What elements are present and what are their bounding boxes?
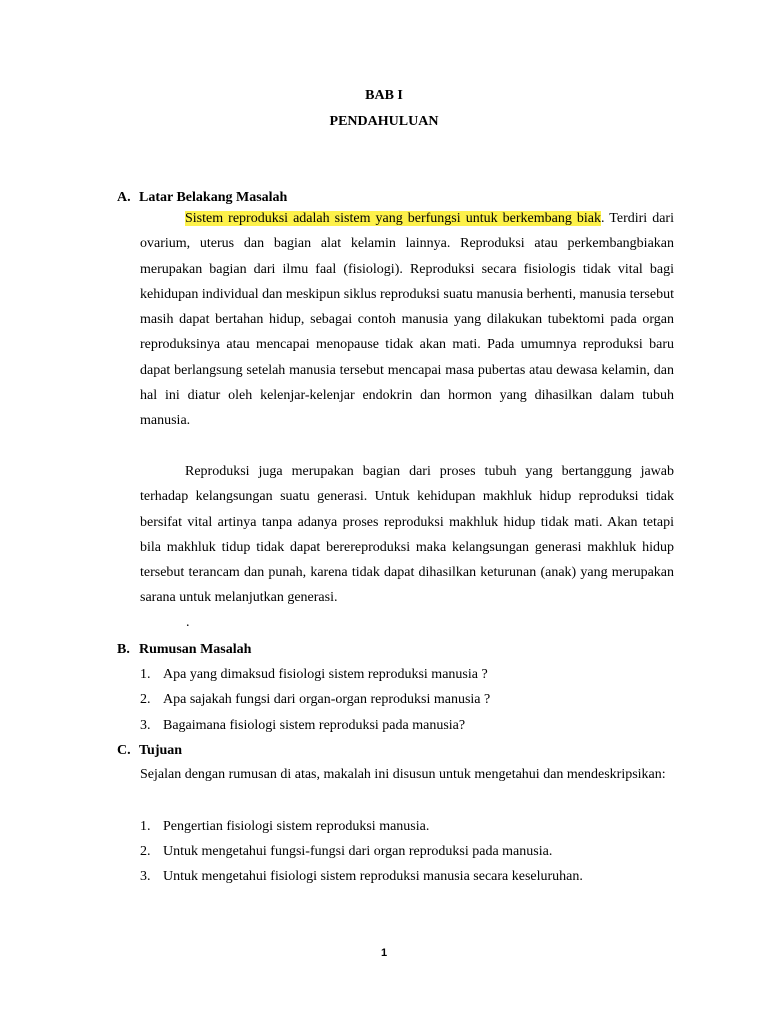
highlighted-sentence: Sistem reproduksi adalah sistem yang berfungsi untuk berkembang biak [185,211,601,226]
section-b-letter: B. [117,642,130,657]
list-number: 3. [140,718,151,733]
stray-dot: . [186,615,190,630]
section-b-title: Rumusan Masalah [139,642,252,657]
section-a-paragraph-2 [140,459,674,611]
chapter-number: BAB I [365,88,403,103]
list-text: Pengertian fisiologi sistem reproduksi manusia. [163,819,430,834]
section-c-title: Tujuan [139,743,183,758]
list-number: 1. [140,819,151,834]
section-b-heading [117,641,251,659]
list-text: Untuk mengetahui fungsi-fungsi dari organ reproduksi pada manusia. [163,844,553,859]
list-item [140,818,429,836]
section-c-intro: Sejalan dengan rumusan di atas, makalah ini disusun untuk mengetahui dan mendeskripsikan: [140,767,666,782]
list-item [140,843,552,861]
list-item [140,717,465,735]
section-a-letter: A. [117,190,131,205]
paragraph-2-text: Reproduksi juga merupakan bagian dari proses tubuh yang bertanggung jawab terhadap kelangsungan suatu generasi. Untuk kehidupan makhluk hidup reproduksi tidak bersifat vital artinya tanpa adanya proses reproduksi makhluk hidup tidak mati. Akan tetapi bila makhluk tidup tidak dapat berereproduksi maka kelangsungan generasi makhluk hidup tersebut terancam dan punah, karena tidak dapat dihasilkan keturunan (anak) yang merupakan sarana untuk melanjutkan generasi. [140,464,674,606]
list-number: 3. [140,869,151,884]
list-item [140,666,488,684]
list-text: Untuk mengetahui fisiologi sistem reproduksi manusia secara keseluruhan. [163,869,583,884]
list-text: Bagaimana fisiologi sistem reproduksi pada manusia? [163,718,466,733]
list-number: 2. [140,692,151,707]
page-number: 1 [380,947,388,959]
chapter-title: PENDAHULUAN [329,114,439,129]
paragraph-1-rest: . Terdiri dari ovarium, uterus dan bagian alat kelamin lainnya. Reproduksi atau perkembangbiakan merupakan bagian dari ilmu faal (fisiologi). Reproduksi secara fisiologis tidak vital bagi kehidupan individual dan meskipun siklus reproduksi suatu manusia berhenti, manusia tersebut masih dapat bertahan hidup, sebagai contoh manusia yang dilakukan tubektomi pada organ reproduksinya atau mencapai menopause tidak akan mati. Pada umumnya reproduksi baru dapat berlangsung setelah manusia tersebut mencapai masa pubertas atau dewasa kelamin, dan hal ini diatur oleh kelenjar-kelenjar endokrin dan hormon yang dihasilkan dalam tubuh manusia. [140,211,674,429]
section-a-heading [117,189,287,207]
list-item [140,691,490,709]
list-number: 1. [140,667,151,682]
section-c-heading [117,742,182,760]
section-c-letter: C. [117,743,131,758]
list-number: 2. [140,844,151,859]
section-a-paragraph-1 [140,206,674,434]
list-text: Apa sajakah fungsi dari organ-organ reproduksi manusia ? [163,692,491,707]
section-a-title: Latar Belakang Masalah [139,190,288,205]
list-item [140,868,583,886]
list-text: Apa yang dimaksud fisiologi sistem reproduksi manusia ? [163,667,488,682]
